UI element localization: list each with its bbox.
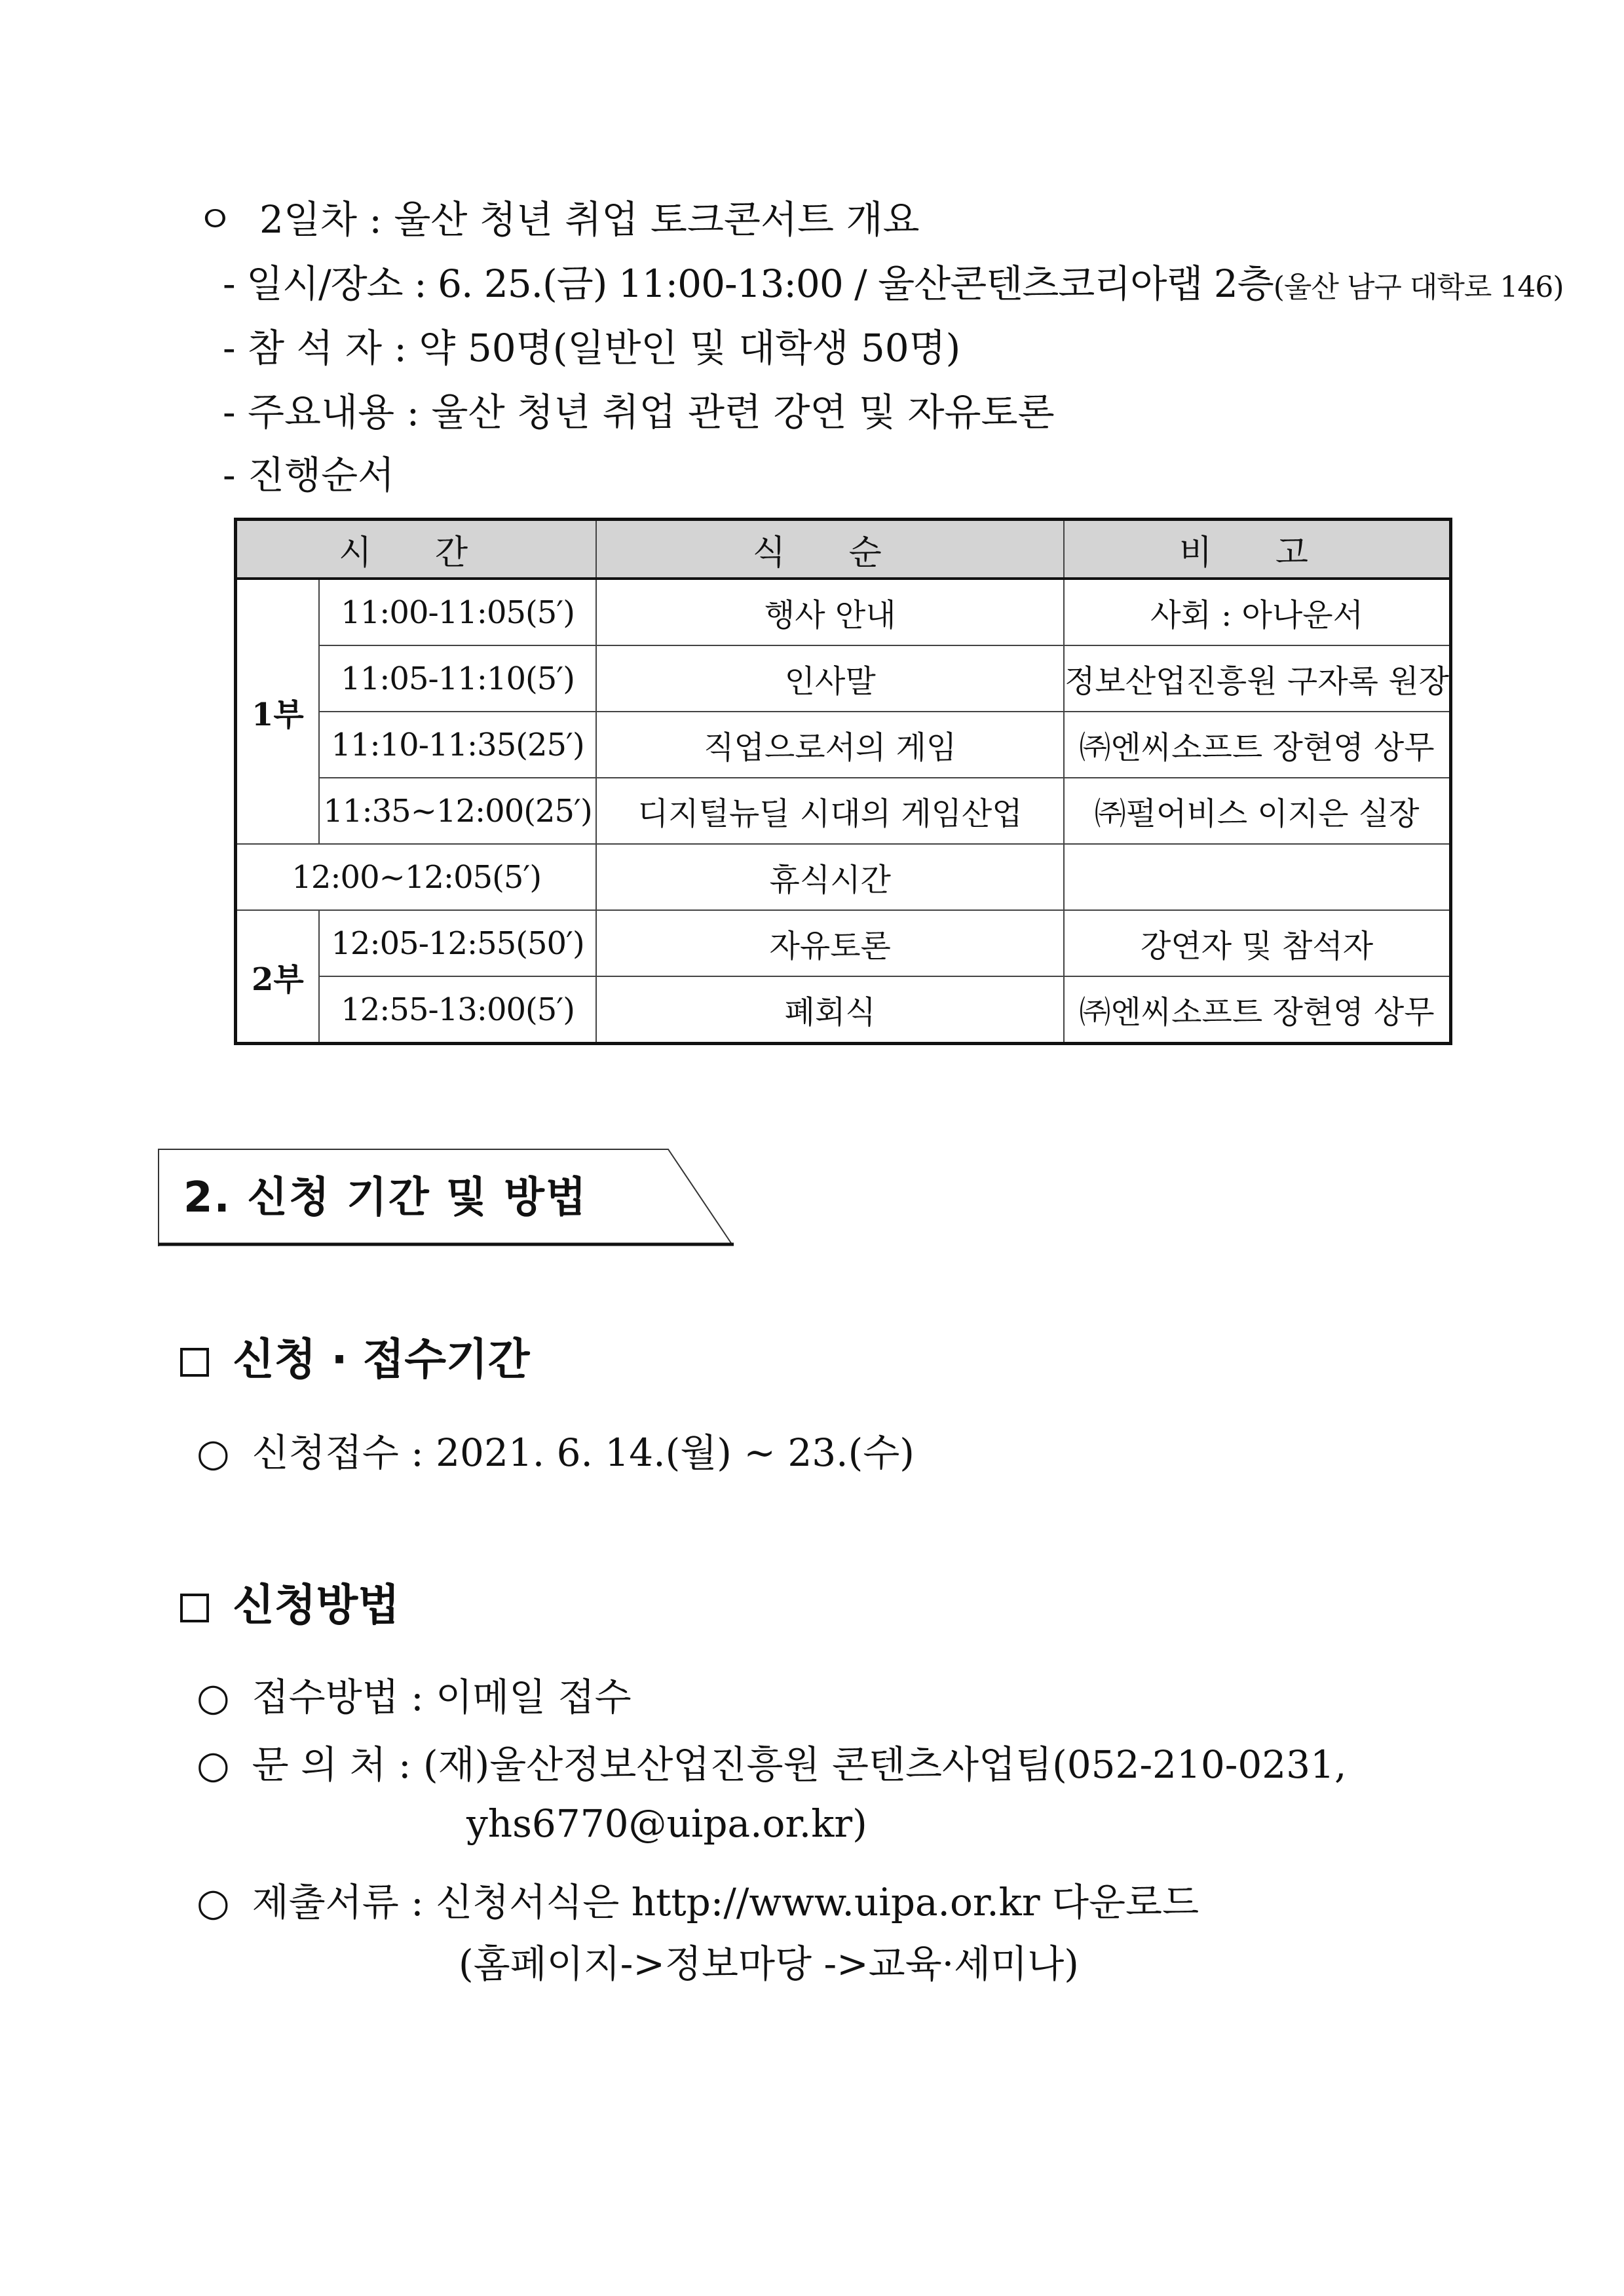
period-line-text: 신청접수 : 2021. 6. 14.(월) ~ 23.(수) (252, 1430, 915, 1475)
row-note: 강연자 및 참석자 (1064, 910, 1450, 976)
table-row (236, 778, 1451, 844)
contact-email-text: yhs6770@uipa.or.kr) (466, 1801, 867, 1846)
day2-date-place (223, 261, 1564, 311)
table-row (236, 712, 1451, 778)
reception-text: 접수방법 : 이메일 접수 (252, 1675, 632, 1719)
method-documents-path (459, 1941, 1079, 1987)
row-event: 자유토론 (596, 910, 1064, 976)
checkbox-square-icon (180, 1348, 209, 1377)
row-event: 행사 안내 (596, 579, 1064, 645)
header-event: 식 순 (596, 520, 1064, 579)
row-event: 인사말 (596, 645, 1064, 712)
circle-bullet-icon: ○ (197, 1880, 230, 1924)
day2-content (223, 389, 1055, 435)
documents-path-text: (홈페이지->정보마당 ->교육·세미나) (459, 1942, 1079, 1986)
method-reception (197, 1674, 632, 1720)
header-note: 비 고 (1064, 520, 1450, 579)
row-note (1064, 844, 1450, 910)
method-contact (197, 1742, 1346, 1788)
table-row (236, 844, 1451, 910)
table-header-row (236, 520, 1451, 579)
day2-title (197, 197, 920, 242)
bullet-icon: ㅇ (197, 197, 234, 242)
row-note: 사회 : 아나운서 (1064, 579, 1450, 645)
period-line (197, 1430, 915, 1476)
order-text: - 진행순서 (223, 453, 395, 497)
method-heading (180, 1579, 400, 1632)
content-text: - 주요내용 : 울산 청년 취업 관련 강연 및 자유토론 (223, 390, 1055, 434)
program-table (234, 518, 1452, 1045)
date-place-text: - 일시/장소 : 6. 25.(금) 11:00-13:00 / 울산콘텐츠코리아랩 2층 (223, 261, 1274, 306)
row-note: ㈜펄어비스 이지은 실장 (1064, 778, 1450, 844)
row-time: 11:35~12:00(25′) (319, 778, 597, 844)
checkbox-square-icon (180, 1594, 209, 1622)
row-time: 12:05-12:55(50′) (319, 910, 597, 976)
row-event: 디지털뉴딜 시대의 게임산업 (596, 778, 1064, 844)
attendees-text: - 참 석 자 : 약 50명(일반인 및 대학생 50명) (223, 326, 961, 370)
row-time: 11:00-11:05(5′) (319, 579, 597, 645)
circle-bullet-icon: ○ (197, 1430, 230, 1475)
row-event: 폐회식 (596, 976, 1064, 1044)
documents-text: 제출서류 : 신청서식은 http://www.uipa.or.kr 다운로드 (252, 1880, 1199, 1924)
row-note: 정보산업진흥원 구자록 원장 (1064, 645, 1450, 712)
table-row (236, 976, 1451, 1044)
section2-heading-box (157, 1148, 734, 1246)
header-time: 시 간 (236, 520, 597, 579)
circle-bullet-icon: ○ (197, 1675, 230, 1719)
row-event: 휴식시간 (596, 844, 1064, 910)
row-time: 11:05-11:10(5′) (319, 645, 597, 712)
day2-attendees (223, 325, 960, 371)
method-heading-text: 신청방법 (233, 1580, 400, 1630)
row-event: 직업으로서의 게임 (596, 712, 1064, 778)
table-row (236, 579, 1451, 645)
row-time: 12:55-13:00(5′) (319, 976, 597, 1044)
period-heading (180, 1333, 530, 1386)
day2-order (223, 452, 394, 498)
day2-title-text: 2일차 : 울산 청년 취업 토크콘서트 개요 (259, 197, 920, 242)
row-note: ㈜엔씨소프트 장현영 상무 (1064, 712, 1450, 778)
period-heading-text: 신청 · 접수기간 (233, 1334, 530, 1385)
row-time: 11:10-11:35(25′) (319, 712, 597, 778)
table-row (236, 910, 1451, 976)
row-note: ㈜엔씨소프트 장현영 상무 (1064, 976, 1450, 1044)
section2-heading: 2. 신청 기간 및 방법 (183, 1174, 588, 1222)
part1-label: 1부 (236, 579, 319, 844)
part2-label: 2부 (236, 910, 319, 1044)
method-documents (197, 1879, 1199, 1925)
date-place-address: (울산 남구 대학로 146) (1273, 271, 1564, 304)
contact-text: 문 의 처 : (재)울산정보산업진흥원 콘텐츠사업팀(052-210-0231, (252, 1742, 1347, 1787)
circle-bullet-icon: ○ (197, 1742, 230, 1787)
table-row (236, 645, 1451, 712)
method-contact-email (466, 1801, 867, 1846)
row-time: 12:00~12:05(5′) (236, 844, 597, 910)
